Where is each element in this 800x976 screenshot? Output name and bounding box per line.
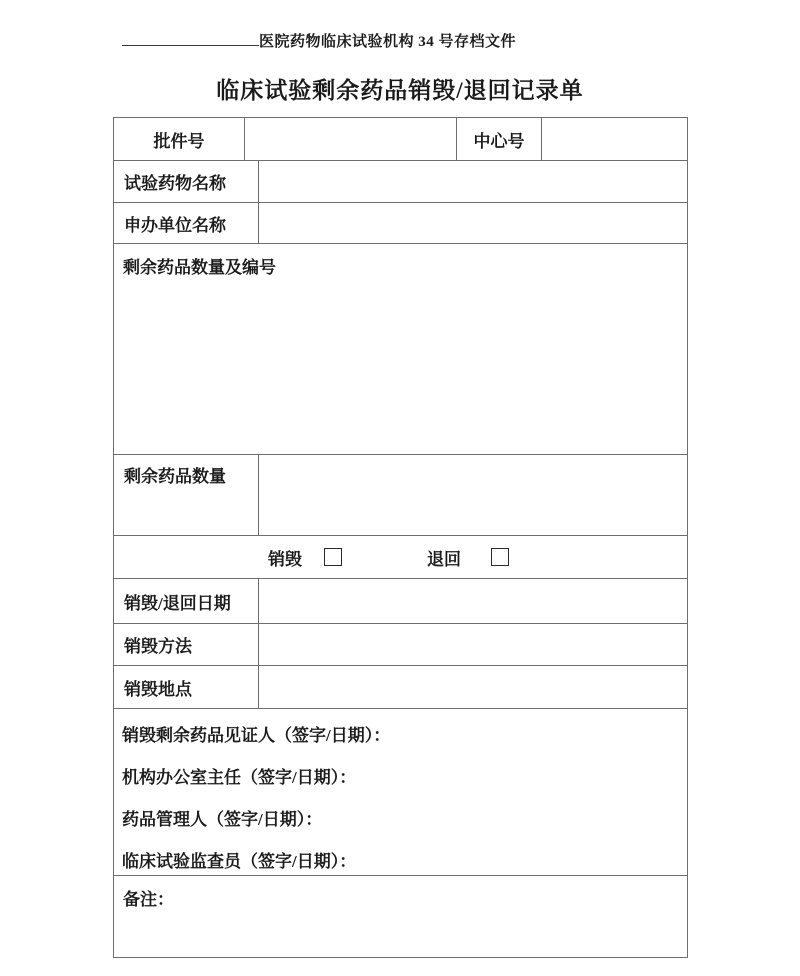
signature-line-monitor[interactable]: 临床试验监查员（签字/日期）： bbox=[122, 852, 357, 871]
approval-no-label: 批件号 bbox=[153, 131, 205, 151]
destroy-option-label: 销毁 bbox=[268, 549, 302, 569]
row-date bbox=[114, 579, 687, 624]
row-location bbox=[114, 666, 687, 709]
page-title: 临床试验剩余药品销毁/退回记录单 bbox=[216, 78, 584, 103]
row-method bbox=[114, 624, 687, 666]
row-remarks bbox=[114, 876, 687, 957]
header-text: 医院药物临床试验机构 34 号存档文件 bbox=[259, 34, 517, 50]
center-no-label: 中心号 bbox=[456, 118, 541, 160]
date-label: 销毁/退回日期 bbox=[124, 593, 231, 613]
signature-line-witness[interactable]: 销毁剩余药品见证人（签字/日期）： bbox=[122, 726, 391, 745]
method-field[interactable] bbox=[258, 624, 687, 665]
date-field[interactable] bbox=[258, 579, 687, 623]
remaining-qty-field[interactable] bbox=[258, 455, 687, 535]
remaining-qty-label: 剩余药品数量 bbox=[124, 467, 226, 486]
row-approval-center bbox=[114, 118, 687, 161]
signature-line-office-director[interactable]: 机构办公室主任（签字/日期）： bbox=[122, 768, 357, 787]
row-destroy-return-options bbox=[114, 536, 687, 579]
center-no-field[interactable] bbox=[541, 118, 687, 160]
method-label: 销毁方法 bbox=[124, 637, 192, 656]
row-remaining-qty-and-no bbox=[114, 244, 687, 455]
options-cell bbox=[114, 536, 687, 578]
remaining-qty-and-no-field[interactable]: 剩余药品数量及编号 bbox=[123, 258, 276, 277]
return-checkbox[interactable] bbox=[491, 548, 509, 566]
row-remaining-qty bbox=[114, 455, 687, 536]
location-label: 销毁地点 bbox=[124, 679, 192, 699]
location-field[interactable] bbox=[258, 666, 687, 708]
approval-no-field[interactable] bbox=[244, 118, 456, 160]
form-table bbox=[113, 117, 688, 958]
remarks-field[interactable]: 备注： bbox=[123, 890, 174, 909]
document-header bbox=[122, 30, 516, 51]
drug-name-label: 试验药物名称 bbox=[124, 174, 226, 193]
drug-name-field[interactable] bbox=[258, 161, 687, 202]
row-sponsor-name bbox=[114, 203, 687, 244]
header-blank-line bbox=[122, 32, 259, 46]
row-drug-name bbox=[114, 161, 687, 203]
signatures-cell bbox=[114, 709, 687, 875]
signature-line-drug-manager[interactable]: 药品管理人（签字/日期）： bbox=[122, 810, 323, 829]
return-option-label: 退回 bbox=[427, 549, 461, 569]
sponsor-name-field[interactable] bbox=[258, 203, 687, 243]
destroy-checkbox[interactable] bbox=[324, 548, 342, 566]
row-signatures bbox=[114, 709, 687, 876]
sponsor-name-label: 申办单位名称 bbox=[124, 215, 226, 235]
